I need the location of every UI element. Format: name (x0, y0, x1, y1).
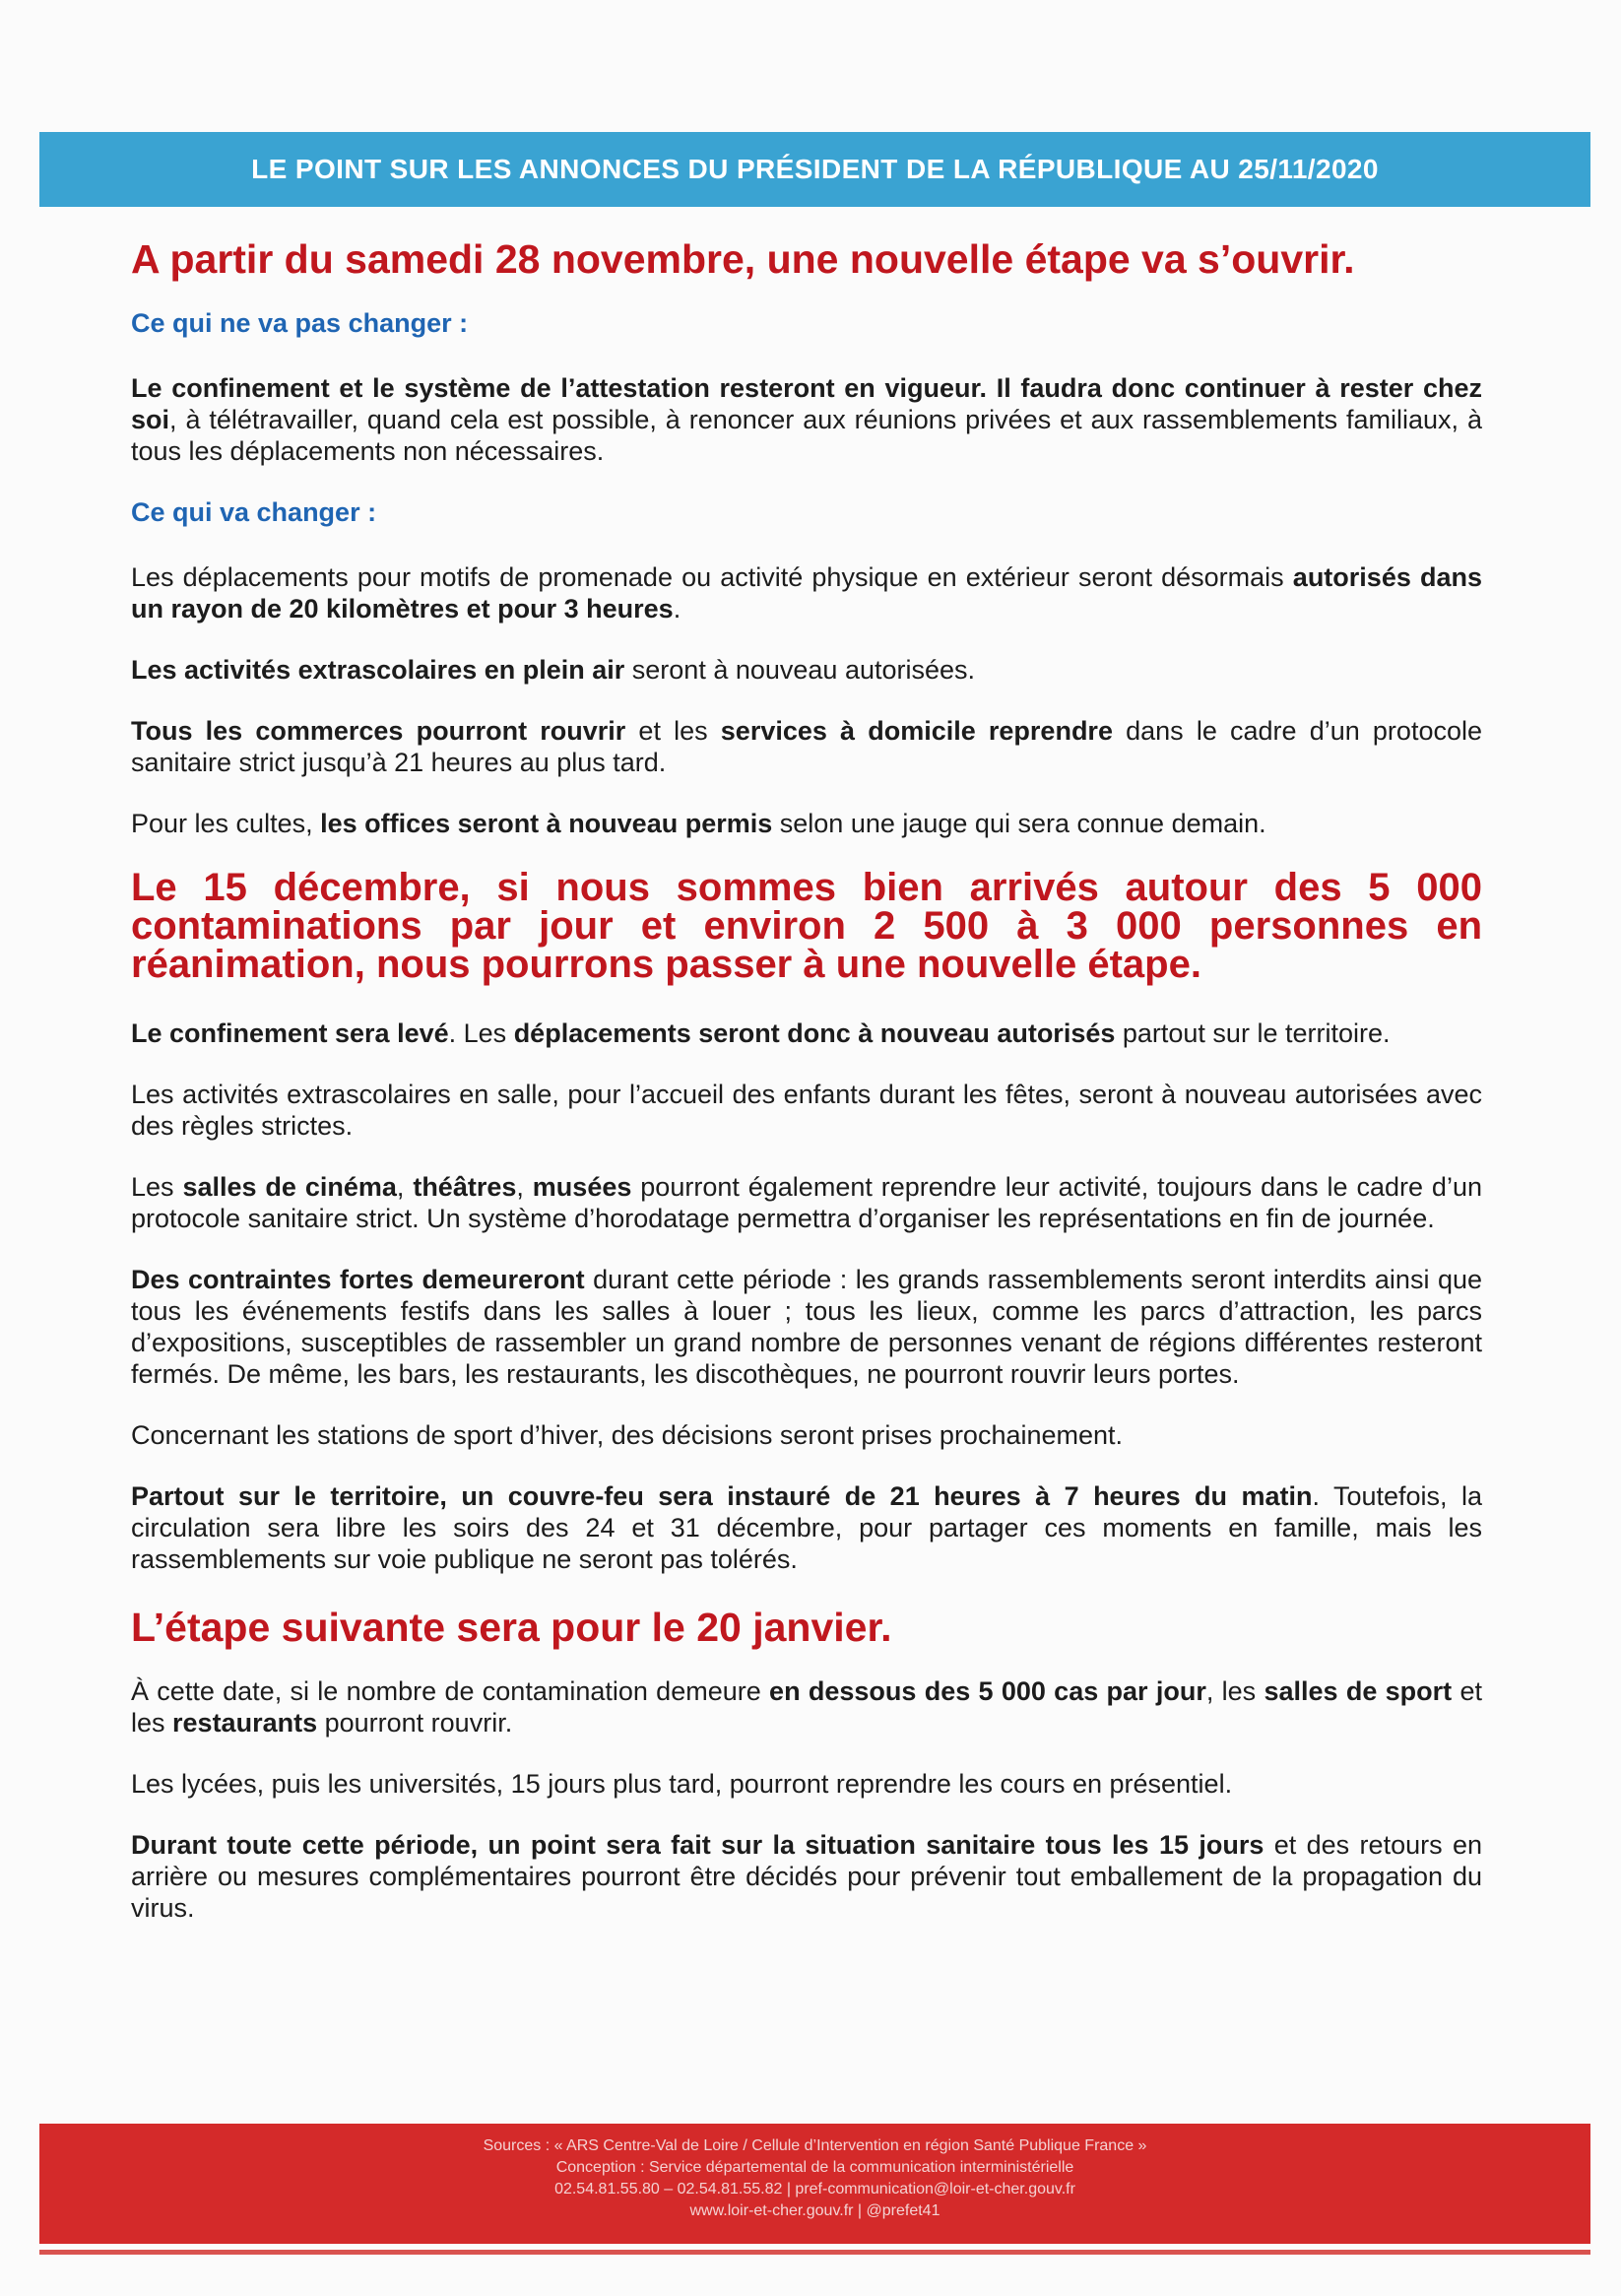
section1-title: A partir du samedi 28 novembre, une nouvelle étape va s’ouvrir. (131, 236, 1355, 282)
footer-website: www.loir-et-cher.gouv.fr | @prefet41 (689, 2202, 940, 2219)
footer-divider (39, 2250, 1590, 2255)
paragraph-deplacements: Les déplacements pour motifs de promenade ou activité physique en extérieur seront désormais autorisés dans un rayon de 20 kilomètres et pour 3 heures. (131, 562, 1482, 623)
footer-conception: Conception : Service départemental de la communication interministérielle (555, 2159, 1074, 2176)
footer-sources: Sources : « ARS Centre-Val de Loire / Cellule d’Intervention en région Santé Publique France » (483, 2137, 1147, 2154)
subheading-changes: Ce qui va changer : (131, 497, 377, 527)
subheading-unchanged: Ce qui ne va pas changer : (131, 308, 469, 338)
section3-title: L’étape suivante sera pour le 20 janvier. (131, 1605, 892, 1650)
document-body (131, 234, 1482, 1953)
paragraph-contraintes: Des contraintes fortes demeureront durant cette période : les grands rassemblements seront interdits ainsi que tous les événements festifs dans les salles à louer ; tous les lieux, comme les parcs d’attraction, les parcs d’expositions, susceptibles de rassembler un grand nombre de personnes venant de régions différentes resteront fermés. De même, les bars, les restaurants, les discothèques, ne pourront rouvrir leurs portes. (131, 1265, 1482, 1389)
paragraph-point-sanitaire: Durant toute cette période, un point sera fait sur la situation sanitaire tous les 15 jours et des retours en arrière ou mesures complémentaires pourront être décidés pour prévenir tout emballement de la propagation du virus. (131, 1830, 1482, 1923)
paragraph-extrascolaires: Les activités extrascolaires en plein air seront à nouveau autorisées. (131, 655, 976, 685)
paragraph-20-janvier: À cette date, si le nombre de contamination demeure en dessous des 5 000 cas par jour, les salles de sport et les restaurants pourront rouvrir. (131, 1676, 1482, 1738)
paragraph-cultes: Pour les cultes, les offices seront à nouveau permis selon une jauge qui sera connue demain. (131, 809, 1266, 838)
paragraph-cinemas: Les salles de cinéma, théâtres, musées pourront également reprendre leur activité, toujours dans le cadre d’un protocole sanitaire strict. Un système d’horodatage permettra d’organiser les représentations en fin de journée. (131, 1172, 1482, 1233)
paragraph-extrascolaires-salle: Les activités extrascolaires en salle, pour l’accueil des enfants durant les fêtes, seront à nouveau autorisées avec des règles strictes. (131, 1080, 1482, 1141)
paragraph-commerces: Tous les commerces pourront rouvrir et les services à domicile reprendre dans le cadre d’un protocole sanitaire strict jusqu’à 21 heures au plus tard. (131, 716, 1482, 777)
paragraph-sport-hiver: Concernant les stations de sport d’hiver, des décisions seront prises prochainement. (131, 1420, 1124, 1450)
paragraph-lycees: Les lycées, puis les universités, 15 jours plus tard, pourront reprendre les cours en présentiel. (131, 1769, 1233, 1799)
paragraph-couvre-feu: Partout sur le territoire, un couvre-feu sera instauré de 21 heures à 7 heures du matin. Toutefois, la circulation sera libre les soirs des 24 et 31 décembre, pour partager ces moments en famille, mais les rassemblements sur voie publique ne seront pas tolérés. (131, 1481, 1482, 1574)
paragraph-levee-confinement: Le confinement sera levé. Les déplacements seront donc à nouveau autorisés partout sur le territoire. (131, 1018, 1391, 1048)
footer-contact: 02.54.81.55.80 – 02.54.81.55.82 | pref-communication@loir-et-cher.gouv.fr (554, 2181, 1075, 2198)
header-banner: LE POINT SUR LES ANNONCES DU PRÉSIDENT DE LA RÉPUBLIQUE AU 25/11/2020 (39, 132, 1590, 207)
paragraph-confinement: Le confinement et le système de l’attestation resteront en vigueur. Il faudra donc continuer à rester chez soi, à télétravailler, quand cela est possible, à renoncer aux réunions privées et aux rassemblements familiaux, à tous les déplacements non nécessaires. (131, 373, 1482, 466)
footer-credits (39, 2124, 1590, 2244)
section2-title: Le 15 décembre, si nous sommes bien arrivés autour des 5 000 contaminations par jour et environ 2 500 à 3 000 personnes en réanimation, nous pourrons passer à une nouvelle étape. (131, 866, 1482, 986)
